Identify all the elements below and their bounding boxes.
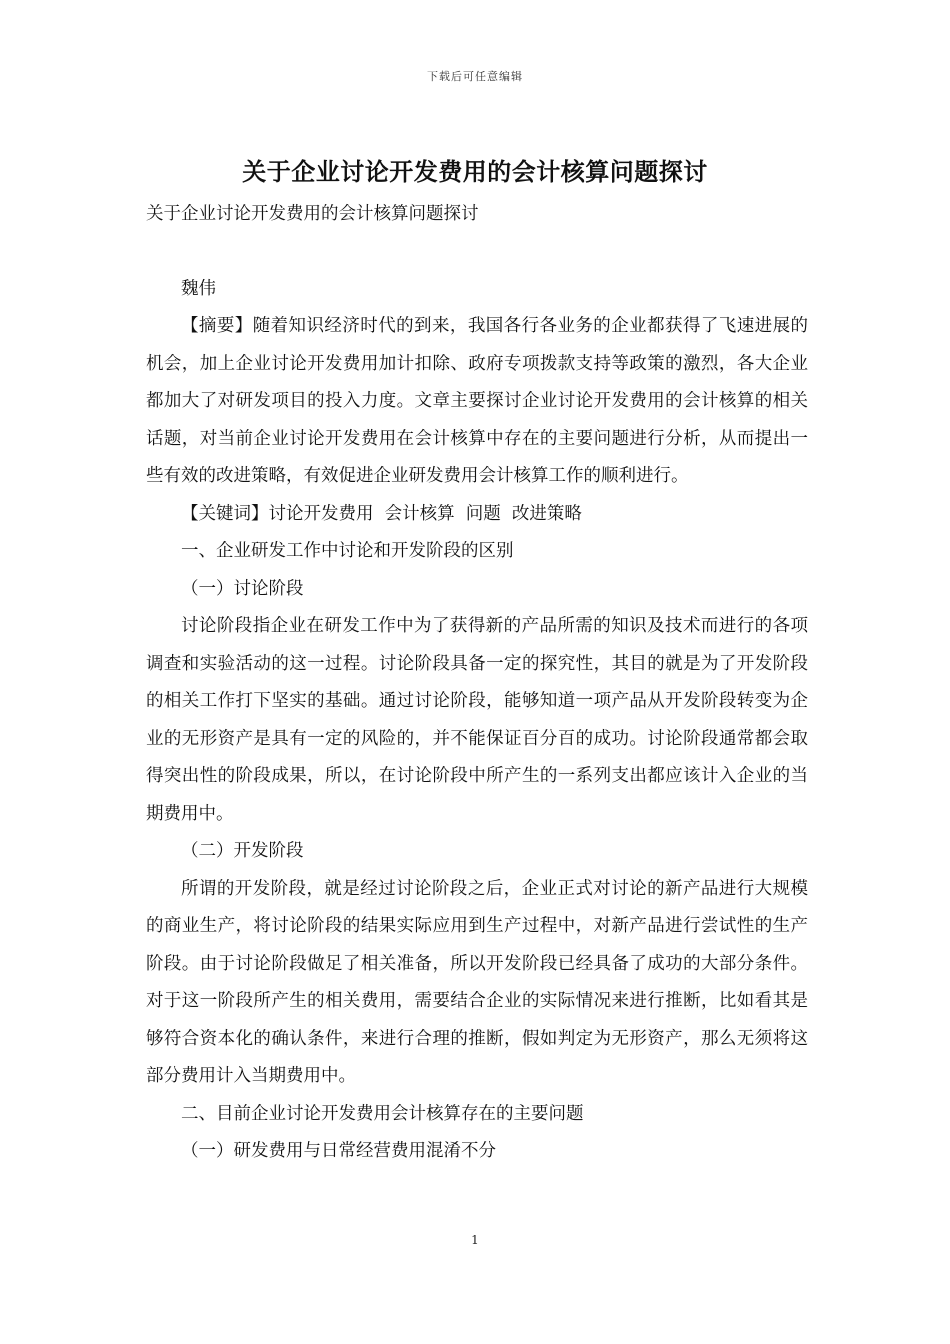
header-note: 下载后可任意编辑: [427, 70, 523, 83]
body-paragraph: 讨论阶段指企业在研发工作中为了获得新的产品所需的知识及技术而进行的各项调查和实验活动的这一过程。讨论阶段具备一定的探究性，其目的就是为了开发阶段的相关工作打下坚实的基础。通过讨论阶段，能够知道一项产品从开发阶段转变为企业的无形资产是具有一定的风险的，并不能保证百分百的成功。讨论阶段通常都会取得突出性的阶段成果，所以，在讨论阶段中所产生的一系列支出都应该计入企业的当期费用中。: [146, 616, 808, 824]
document-subtitle: 关于企业讨论开发费用的会计核算问题探讨: [146, 204, 479, 224]
keywords-line: 【关键词】讨论开发费用 会计核算 问题 改进策略: [181, 503, 582, 524]
author-name: 魏伟: [181, 278, 216, 299]
blank-line: [146, 234, 808, 271]
section-heading: 二、目前企业讨论开发费用会计核算存在的主要问题: [181, 1103, 584, 1124]
body-paragraph: 所谓的开发阶段，就是经过讨论阶段之后，企业正式对讨论的新产品进行大规模的商业生产，将讨论阶段的结果实际应用到生产过程中，对新产品进行尝试性的生产阶段。由于讨论阶段做足了相关准备，所以开发阶段已经具备了成功的大部分条件。对于这一阶段所产生的相关费用，需要结合企业的实际情况来进行推断，比如看其是够符合资本化的确认条件，来进行合理的推断，假如判定为无形资产，那么无须将这部分费用计入当期费用中。: [146, 878, 808, 1086]
subsection-heading: （二）开发阶段: [181, 841, 304, 861]
document-title: 关于企业讨论开发费用的会计核算问题探讨: [242, 157, 708, 186]
subsection-heading: （一）研发费用与日常经营费用混淆不分: [181, 1141, 496, 1161]
page-number: 1: [471, 1233, 479, 1247]
abstract-paragraph: 【摘要】随着知识经济时代的到来，我国各行各业务的企业都获得了飞速进展的机会，加上企业讨论开发费用加计扣除、政府专项拨款支持等政策的激烈，各大企业都加大了对研发项目的投入力度。文章主要探讨企业讨论开发费用的会计核算的相关话题，对当前企业讨论开发费用在会计核算中存在的主要问题进行分析，从而提出一些有效的改进策略，有效促进企业研发费用会计核算工作的顺利进行。: [146, 316, 808, 486]
section-heading: 一、企业研发工作中讨论和开发阶段的区别: [181, 541, 514, 561]
document-body: [146, 196, 808, 1171]
subsection-heading: （一）讨论阶段: [181, 578, 304, 599]
